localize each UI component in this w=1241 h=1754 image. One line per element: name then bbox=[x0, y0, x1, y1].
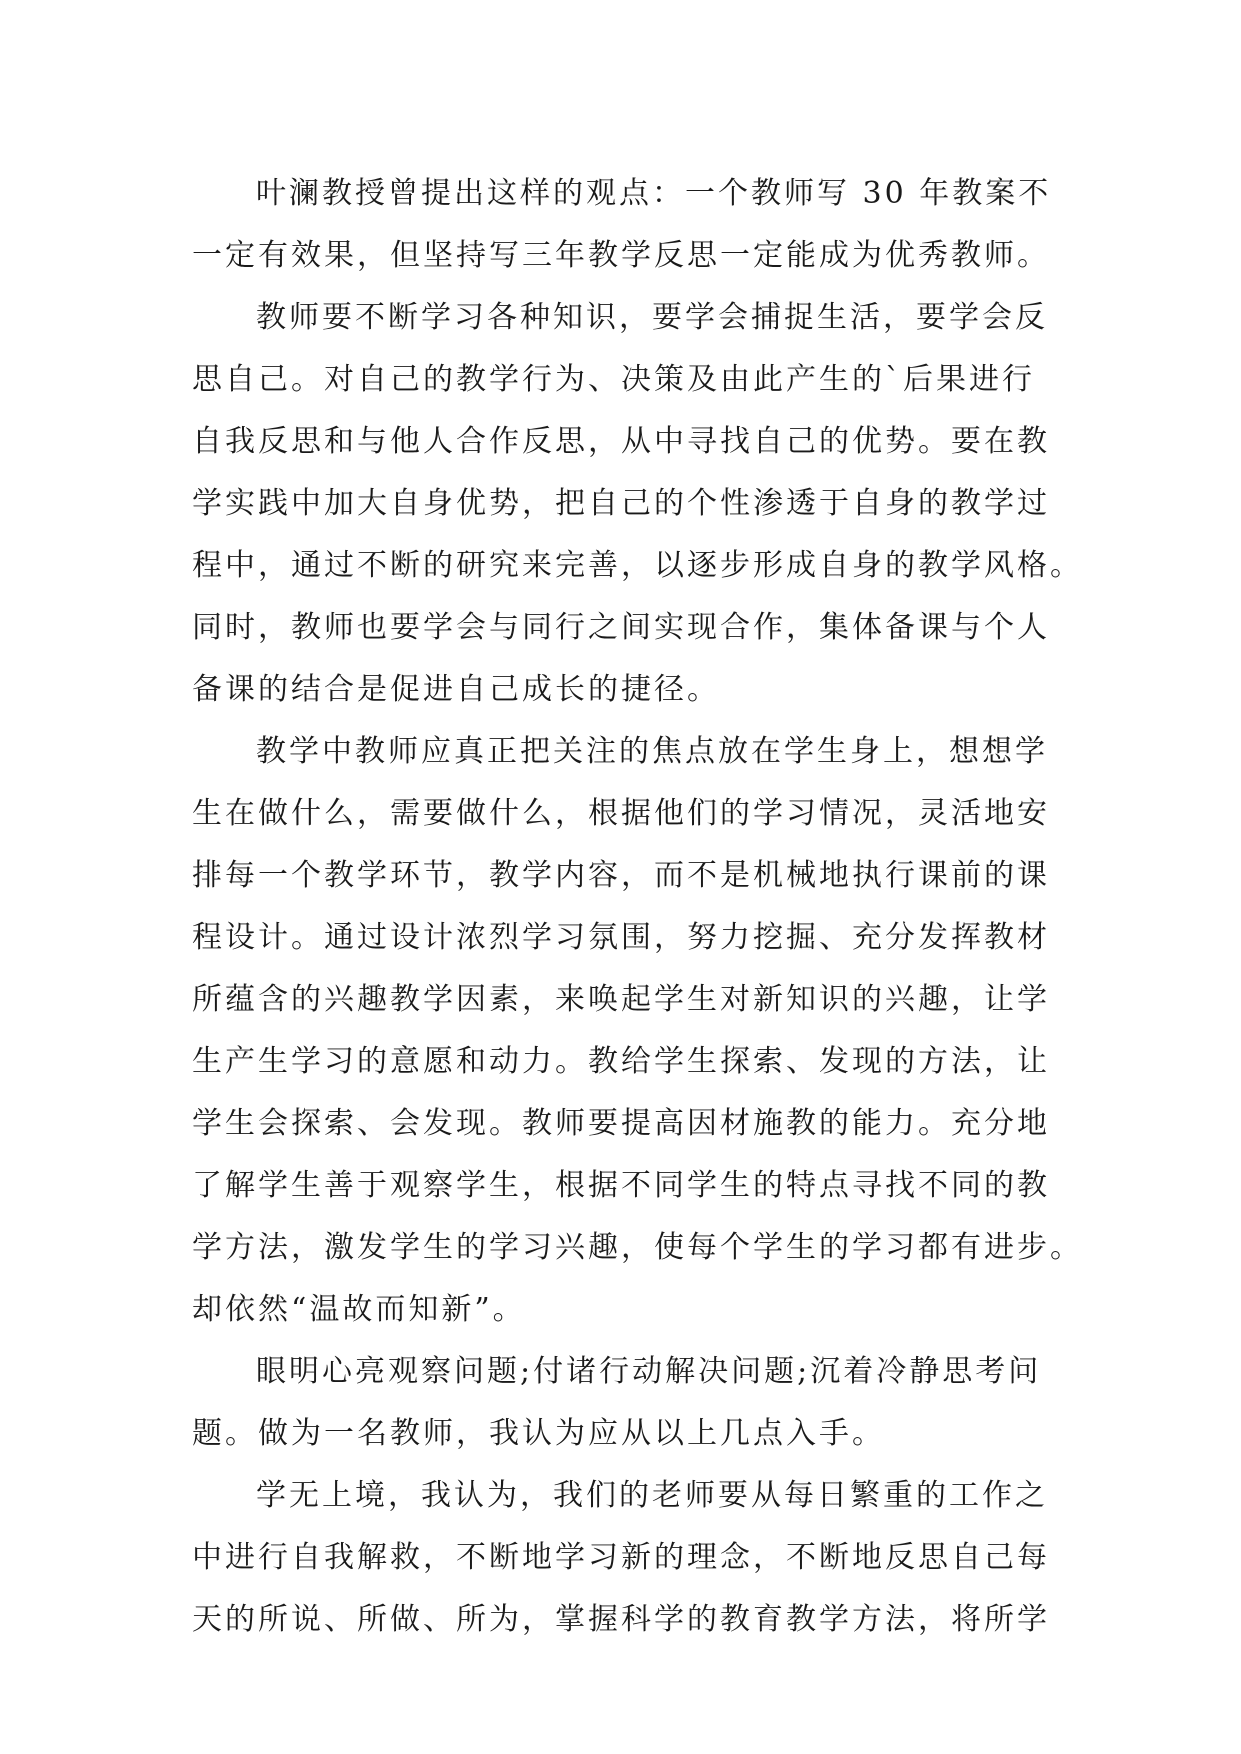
text-line: 一定有效果，但坚持写三年教学反思一定能成为优秀教师。 bbox=[192, 238, 1050, 273]
text-line: 叶澜教授曾提出这样的观点：一个教师写 30 年教案不 bbox=[256, 176, 1052, 211]
text-line: 眼明心亮观察问题;付诸行动解决问题;沉着冷静思考问 bbox=[256, 1354, 1042, 1389]
text-line: 教师要不断学习各种知识，要学会捕捉生活，要学会反 bbox=[256, 300, 1048, 335]
text-line: 却依然“温故而知新”。 bbox=[192, 1292, 526, 1327]
text-line: 备课的结合是促进自己成长的捷径。 bbox=[192, 672, 720, 707]
text-line: 程中，通过不断的研究来完善，以逐步形成自身的教学风格。 bbox=[192, 548, 1083, 583]
text-line: 教学中教师应真正把关注的焦点放在学生身上，想想学 bbox=[256, 734, 1048, 769]
text-line: 学无上境，我认为，我们的老师要从每日繁重的工作之 bbox=[256, 1478, 1048, 1513]
text-line: 学实践中加大自身优势，把自己的个性渗透于自身的教学过 bbox=[192, 486, 1050, 521]
paragraph-2 bbox=[192, 287, 1083, 721]
text-line: 题。做为一名教师，我认为应从以上几点入手。 bbox=[192, 1416, 885, 1451]
text-line: 中进行自我解救，不断地学习新的理念，不断地反思自己每 bbox=[192, 1540, 1050, 1575]
paragraph-5 bbox=[192, 1465, 1072, 1651]
text-line: 思自己。对自己的教学行为、决策及由此产生的`后果进行 bbox=[192, 362, 1035, 397]
text-line: 学方法，激发学生的学习兴趣，使每个学生的学习都有进步。 bbox=[192, 1230, 1083, 1265]
text-line: 所蕴含的兴趣教学因素，来唤起学生对新知识的兴趣，让学 bbox=[192, 982, 1050, 1017]
text-line: 同时，教师也要学会与同行之间实现合作，集体备课与个人 bbox=[192, 610, 1050, 645]
text-line: 排每一个教学环节，教学内容，而不是机械地执行课前的课 bbox=[192, 858, 1050, 893]
text-line: 自我反思和与他人合作反思，从中寻找自己的优势。要在教 bbox=[192, 424, 1050, 459]
paragraph-3 bbox=[192, 721, 1083, 1341]
paragraph-4 bbox=[192, 1341, 1072, 1465]
text-line: 生产生学习的意愿和动力。教给学生探索、发现的方法，让 bbox=[192, 1044, 1050, 1079]
text-line: 学生会探索、会发现。教师要提高因材施教的能力。充分地 bbox=[192, 1106, 1050, 1141]
text-line: 了解学生善于观察学生，根据不同学生的特点寻找不同的教 bbox=[192, 1168, 1050, 1203]
paragraph-1 bbox=[192, 163, 1072, 287]
text-line: 程设计。通过设计浓烈学习氛围，努力挖掘、充分发挥教材 bbox=[192, 920, 1050, 955]
document-body bbox=[192, 163, 1083, 1651]
text-line: 天的所说、所做、所为，掌握科学的教育教学方法，将所学 bbox=[192, 1602, 1050, 1637]
text-line: 生在做什么，需要做什么，根据他们的学习情况，灵活地安 bbox=[192, 796, 1050, 831]
